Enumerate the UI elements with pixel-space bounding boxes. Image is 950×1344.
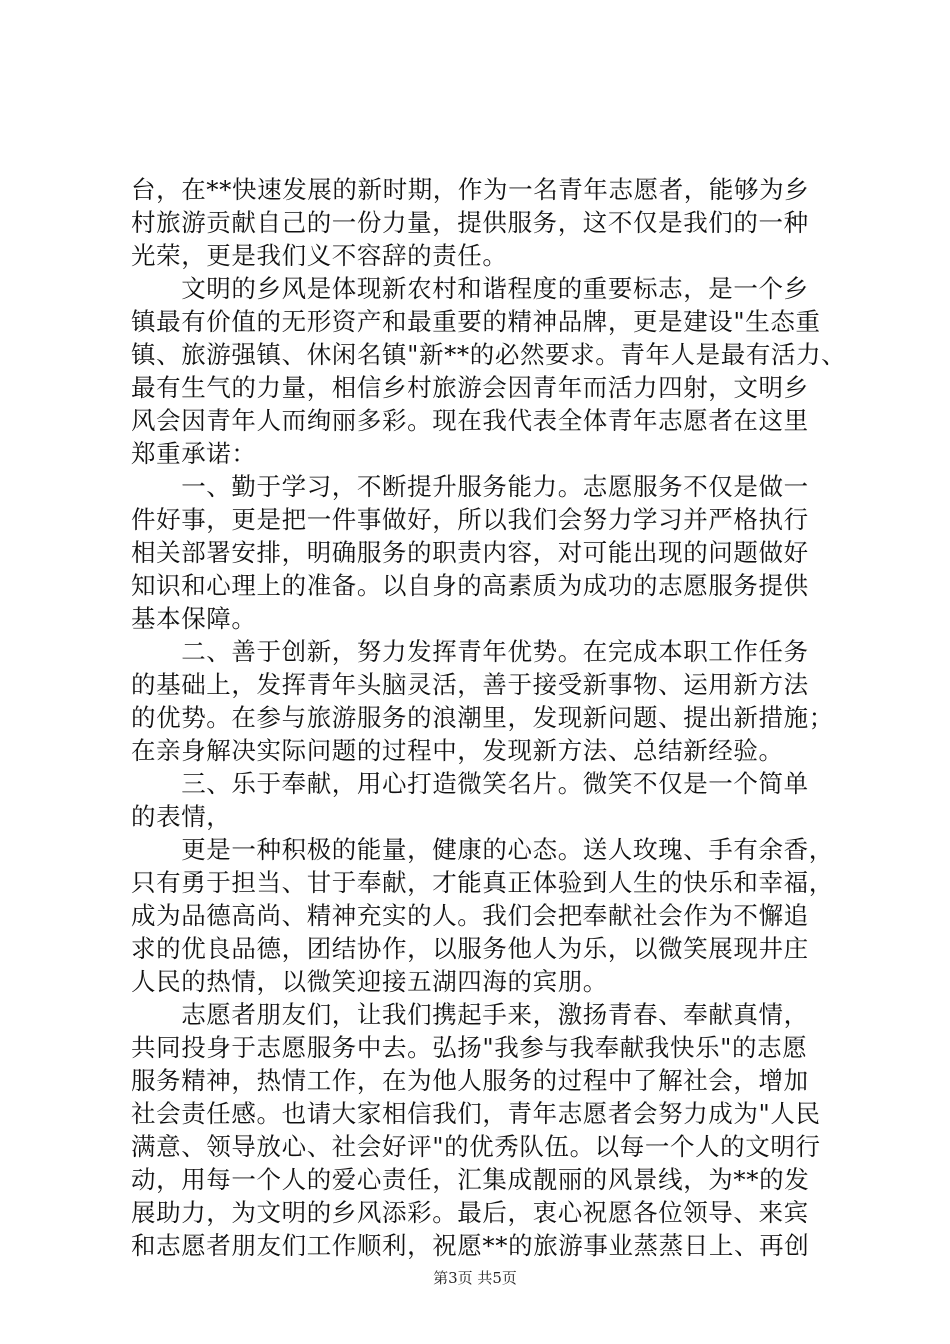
text-line: 文明的乡风是体现新农村和谐程度的重要标志，是一个乡 [131,274,809,303]
text-line: 满意、领导放心、社会好评"的优秀队伍。以每一个人的文明行 [131,1132,821,1161]
text-line: 展助力，为文明的乡风添彩。最后，衷心祝愿各位领导、来宾 [131,1198,809,1227]
text-line: 志愿者朋友们，让我们携起手来，激扬青春、奉献真情， [131,1000,809,1029]
text-line: 求的优良品德，团结协作，以服务他人为乐，以微笑展现井庄 [131,934,809,963]
text-line: 一、勤于学习，不断提升服务能力。志愿服务不仅是做一 [131,472,809,501]
text-line: 台，在**快速发展的新时期，作为一名青年志愿者，能够为乡 [131,175,810,204]
text-line: 的表情， [131,802,232,831]
document-body [131,173,847,1262]
text-line: 风会因青年人而绚丽多彩。现在我代表全体青年志愿者在这里 [131,406,809,435]
text-line: 三、乐于奉献，用心打造微笑名片。微笑不仅是一个简单 [131,769,809,798]
text-line: 人民的热情，以微笑迎接五湖四海的宾朋。 [131,967,608,996]
text-line: 知识和心理上的准备。以自身的高素质为成功的志愿服务提供 [131,571,809,600]
text-line: 郑重承诺： [131,439,257,468]
text-line: 光荣，更是我们义不容辞的责任。 [131,241,508,270]
text-line: 的优势。在参与旅游服务的浪潮里，发现新问题、提出新措施； [131,703,834,732]
text-line: 动，用每一个人的爱心责任，汇集成靓丽的风景线，为**的发 [131,1165,810,1194]
text-line: 二、善于创新，努力发挥青年优势。在完成本职工作任务 [131,637,809,666]
text-line: 镇最有价值的无形资产和最重要的精神品牌，更是建设"生态重 [131,307,821,336]
text-line: 基本保障。 [131,604,257,633]
page-footer: 第3页 共5页 [433,1269,517,1287]
text-line: 村旅游贡献自己的一份力量，提供服务，这不仅是我们的一种 [131,208,809,237]
text-line: 只有勇于担当、甘于奉献，才能真正体验到人生的快乐和幸福， [131,868,834,897]
text-line: 在亲身解决实际问题的过程中，发现新方法、总结新经验。 [131,736,784,765]
text-line: 服务精神，热情工作，在为他人服务的过程中了解社会，增加 [131,1066,809,1095]
text-line: 成为品德高尚、精神充实的人。我们会把奉献社会作为不懈追 [131,901,809,930]
text-line: 共同投身于志愿服务中去。弘扬"我参与我奉献我快乐"的志愿 [131,1033,808,1062]
text-line: 和志愿者朋友们工作顺利，祝愿**的旅游事业蒸蒸日上、再创 [131,1231,810,1260]
text-line: 更是一种积极的能量，健康的心态。送人玫瑰、手有余香， [131,835,834,864]
text-line: 最有生气的力量，相信乡村旅游会因青年而活力四射，文明乡 [131,373,809,402]
text-line: 镇、旅游强镇、休闲名镇"新**的必然要求。青年人是最有活力、 [131,340,847,369]
text-line: 的基础上，发挥青年头脑灵活，善于接受新事物、运用新方法 [131,670,809,699]
text-line: 相关部署安排，明确服务的职责内容，对可能出现的问题做好 [131,538,809,567]
text-line: 社会责任感。也请大家相信我们，青年志愿者会努力成为"人民 [131,1099,821,1128]
text-line: 件好事，更是把一件事做好，所以我们会努力学习并严格执行 [131,505,809,534]
